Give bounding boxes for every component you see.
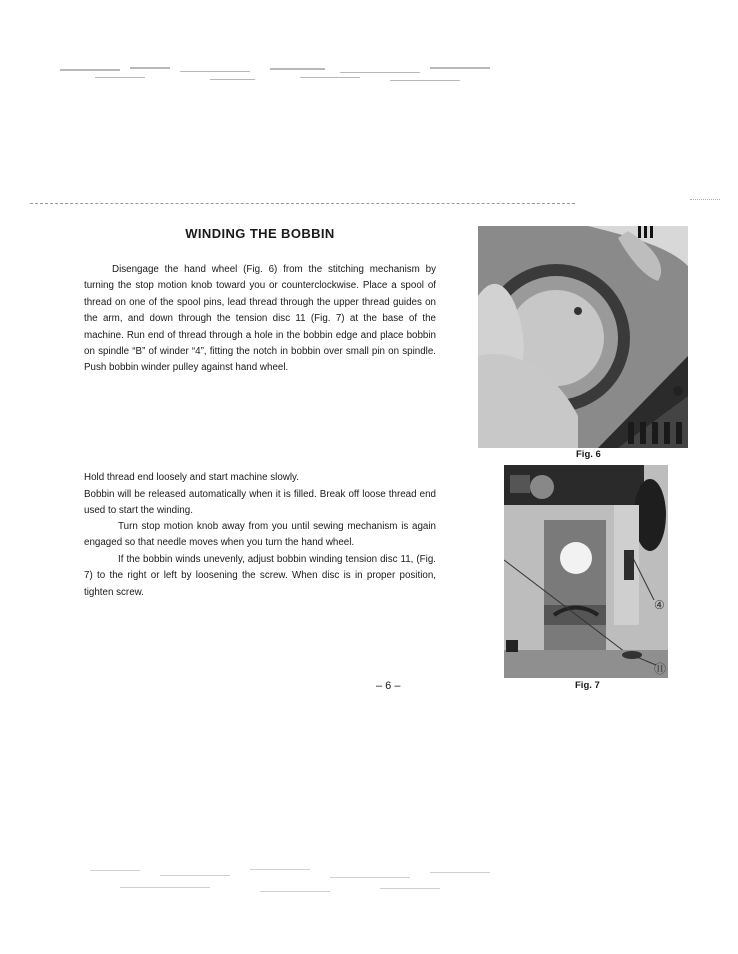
horizontal-rule [30, 203, 575, 204]
paragraph-stop-motion: Turn stop motion knob away from you until sewing mechanism is again engaged so that needle moves when you turn the hand wheel. [84, 521, 436, 549]
fig7-caption: Fig. 7 [575, 680, 600, 691]
horizontal-rule-fragment [690, 199, 720, 200]
paragraph-instructions: Disengage the hand wheel (Fig. 6) from the stitching mechanism by turning the stop motion knob toward you or counterclockwise. Place a spool of thread on one of the spool pins, lead thread through the upper thread guides on the arm, and down through the tension disc 11 (Fig. 7) at the base of the machine. Run end of thread through a hole in the bobbin edge and place bobbin on spindle “B” of winder “4”, fitting the notch in bobbin over small pin on spindle. Push bobbin winder pulley against hand wheel. [84, 264, 436, 374]
scan-noise-top [0, 55, 738, 95]
page-number: – 6 – [376, 680, 401, 692]
scan-noise-bottom [0, 855, 738, 905]
section-heading: WINDING THE BOBBIN [185, 226, 335, 241]
callout-bobbin-winder: ④ [654, 598, 665, 612]
fig6-hand-wheel-photo [478, 226, 688, 448]
fig7-machine-photo [504, 465, 668, 678]
paragraph-bobbin-release: Bobbin will be released automatically when it is filled. Break off loose thread end used to start the winding. [84, 489, 436, 517]
paragraph-tension-adjust: If the bobbin winds unevenly, adjust bobbin winding tension disc 11, (Fig. 7) to the right or left by loosening the screw. When disc is in proper position, tighten screw. [84, 554, 436, 598]
callout-tension-disc: ⑪ [654, 662, 667, 676]
paragraph-hold-thread: Hold thread end loosely and start machine slowly. [84, 472, 299, 483]
fig6-caption: Fig. 6 [576, 449, 601, 460]
